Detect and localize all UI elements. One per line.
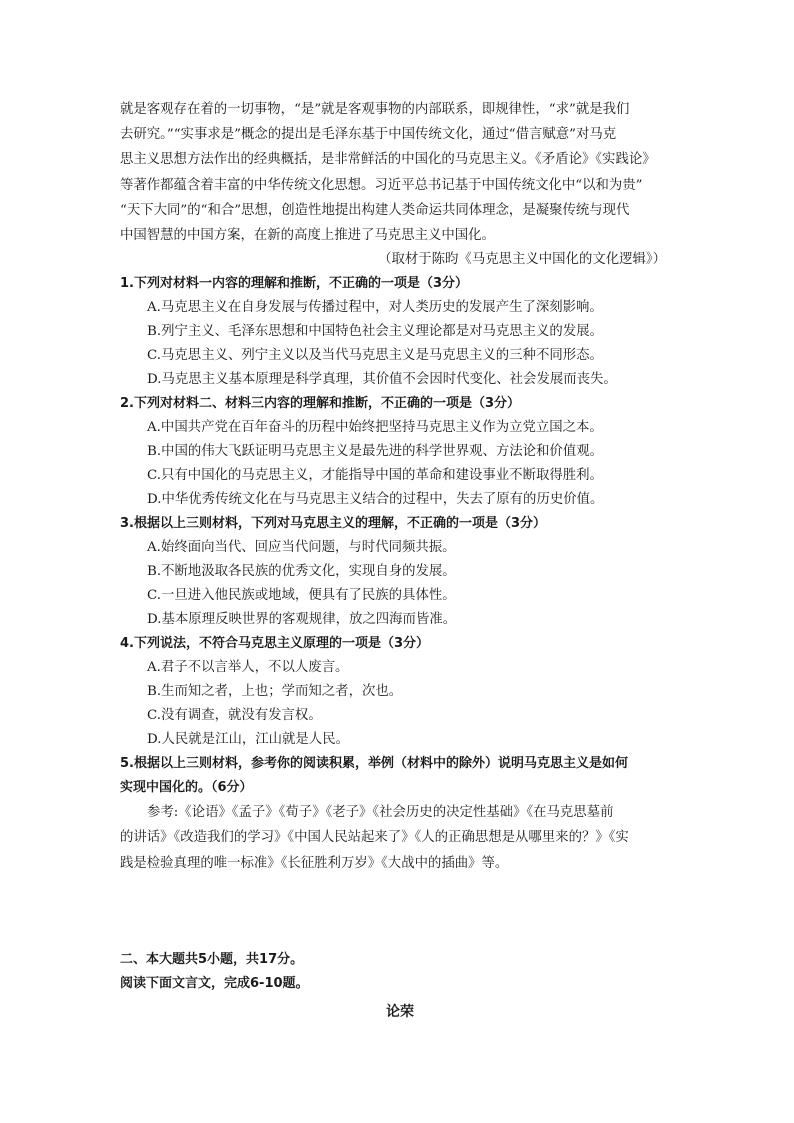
option-d: D.中华优秀传统文化在与马克思主义结合的过程中，失去了原有的历史价值。 bbox=[147, 492, 604, 508]
intro-passage bbox=[120, 97, 680, 272]
question-stem: 4.下列说法，不符合马克思主义原理的一项是（3分） bbox=[120, 636, 430, 652]
option-b: B.列宁主义、毛泽东思想和中国特色社会主义理论都是对马克思主义的发展。 bbox=[147, 324, 603, 340]
question-stem: 5.根据以上三则材料，参考你的阅读积累，举例（材料中的除外）说明马克思主义是如何 bbox=[120, 756, 628, 772]
option-b: B.不断地汲取各民族的优秀文化，实现自身的发展。 bbox=[147, 564, 456, 580]
question-stem: 2.下列对材料二、材料三内容的理解和推断，不正确的一项是（3分） bbox=[120, 396, 521, 412]
option-d: D.基本原理反映世界的客观规律，放之四海而皆准。 bbox=[147, 612, 457, 628]
option-c: C.只有中国化的马克思主义，才能指导中国的革命和建设事业不断取得胜利。 bbox=[147, 468, 603, 484]
question-3 bbox=[120, 512, 680, 632]
reference-line: 的讲话》《改造我们的学习》《中国人民站起来了》《人的正确思想是从哪里来的？》《实 bbox=[120, 830, 629, 846]
option-c: C.没有调查，就没有发言权。 bbox=[147, 708, 322, 724]
option-c: C.马克思主义、列宁主义以及当代马克思主义是马克思主义的三种不同形态。 bbox=[147, 348, 603, 364]
question-stem: 3.根据以上三则材料，下列对马克思主义的理解，不正确的一项是（3分） bbox=[120, 516, 547, 532]
option-d: D.马克思主义基本原理是科学真理，其价值不会因时代变化、社会发展而丧失。 bbox=[147, 372, 617, 388]
page-content bbox=[120, 97, 680, 1024]
intro-line: 等著作都蕴含着丰富的中华传统文化思想。习近平总书记基于中国传统文化中“以和为贵” bbox=[120, 177, 643, 193]
option-b: B.生而知之者，上也；学而知之者，次也。 bbox=[147, 684, 403, 700]
question-stem: 实现中国化的。（6分） bbox=[120, 780, 253, 796]
intro-line: 思主义思想方法作出的经典概括，是非常鲜活的中国化的马克思主义。《矛盾论》《实践论》 bbox=[120, 152, 656, 168]
source-citation: （取材于陈昀《马克思主义中国化的文化逻辑》） bbox=[378, 252, 666, 268]
intro-line: “天下大同”的“和合”思想，创造性地提出构建人类命运共同体理念，是凝聚传统与现代 bbox=[120, 202, 630, 218]
reference-text: 参考:《论语》《孟子》《荀子》《老子》《社会历史的决定性基础》《在马克思墓前 bbox=[147, 805, 614, 821]
reference-line bbox=[120, 800, 680, 825]
option-a: A.始终面向当代、回应当代问题，与时代同频共振。 bbox=[147, 540, 456, 556]
question-2 bbox=[120, 392, 680, 512]
option-c: C.一旦进入他民族或地域，便具有了民族的具体性。 bbox=[147, 588, 456, 604]
option-b: B.中国的伟大飞跃证明马克思主义是最先进的科学世界观、方法论和价值观。 bbox=[147, 444, 603, 460]
question-stem: 1.下列对材料一内容的理解和推断，不正确的一项是（3分） bbox=[120, 276, 469, 292]
option-a: A.中国共产党在百年奋斗的历程中始终把坚持马克思主义作为立党立国之本。 bbox=[147, 420, 603, 436]
section-instruction: 阅读下面文言文，完成6-10题。 bbox=[120, 975, 309, 991]
section-heading: 二、本大题共5小题，共17分。 bbox=[120, 951, 304, 967]
section-2 bbox=[120, 948, 680, 1024]
option-d: D.人民就是江山，江山就是人民。 bbox=[147, 732, 349, 748]
passage-title: 论荣 bbox=[386, 1003, 414, 1020]
question-5 bbox=[120, 752, 680, 876]
reference-line: 践是检验真理的唯一标准》《长征胜利万岁》《大战中的插曲》等。 bbox=[120, 855, 509, 871]
question-1 bbox=[120, 272, 680, 392]
question-4 bbox=[120, 632, 680, 752]
intro-line: 中国智慧的中国方案，在新的高度上推进了马克思主义中国化。 bbox=[120, 228, 495, 244]
option-a: A.君子不以言举人，不以人废言。 bbox=[147, 660, 349, 676]
option-a: A.马克思主义在自身发展与传播过程中，对人类历史的发展产生了深刻影响。 bbox=[147, 300, 603, 316]
intro-line: 就是客观存在着的一切事物，“是”就是客观事物的内部联系，即规律性，“求”就是我们 bbox=[120, 102, 630, 117]
intro-line: 去研究。”“实事求是”概念的提出是毛泽东基于中国传统文化，通过“借言赋意”对马克 bbox=[120, 127, 617, 143]
